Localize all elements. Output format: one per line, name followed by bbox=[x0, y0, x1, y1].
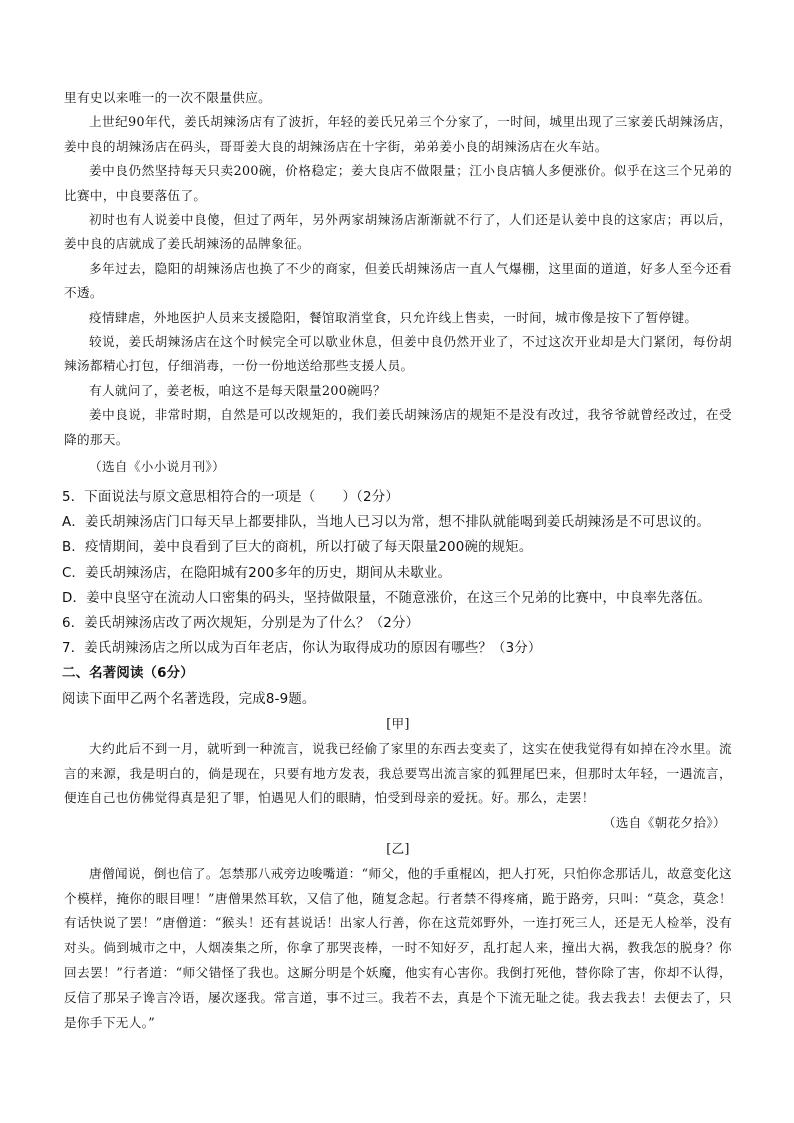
excerpt-label-yi: [乙] bbox=[386, 841, 410, 856]
excerpt-yi bbox=[64, 837, 732, 1035]
story-paragraph: 较说，姜氏胡辣汤店在这个时候完全可以歇业休息，但姜中良仍然开业了，不过这次开业却是大门紧闭，每份胡辣汤都精心打包，仔细消毒，一份一份地送给那些支援人员。 bbox=[64, 334, 732, 374]
story-paragraph: 有人就问了，姜老板，咱这不是每天限量200碗吗？ bbox=[89, 382, 386, 398]
story-paragraph: 疫情肆虐，外地医护人员来支援隐阳，餐馆取消堂食，只允许线上售卖，一时间，城市像是按下了暂停键。 bbox=[89, 309, 698, 325]
question-6: 6．姜氏胡辣汤店改了两次规矩，分别是为了什么？（2分） bbox=[62, 616, 420, 632]
question-block bbox=[62, 485, 736, 712]
option-b: B．疫情期间，姜中良看到了巨大的商机，所以打破了每天限量200碗的规矩。 bbox=[62, 540, 533, 556]
option-a: A．姜氏胡辣汤店门口每天早上都要排队，当地人已习以为常，想不排队就能喝到姜氏胡辣汤是不可思议的。 bbox=[62, 515, 711, 531]
section-heading: 二、名著阅读（6分） bbox=[62, 666, 194, 682]
option-d: D．姜中良坚守在流动人口密集的码头，坚持做限量，不随意涨价，在这三个兄弟的比赛中，中良率先落伍。 bbox=[62, 590, 712, 606]
story-passage bbox=[64, 86, 732, 480]
excerpt-text-yi: 唐僧闻说，倒也信了。怎禁那八戒旁边唆嘴道：“师父，他的手重棍凶，把人打死，只怕你念那话儿，故意变化这个模样，掩你的眼目哩！”唐僧果然耳软，又信了他，随复念起。行者禁不得疼痛，跪于路旁，只叫：“莫念，莫念！有话快说了罢！”唐僧道：“猴头！还有甚说话！出家人行善，你在这荒郊野外，一连打死三人，还是无人检举，没有对头。倘到城市之中，人烟凑集之所，你拿了那哭丧棒，一时不知好歹，乱打起人来，撞出大祸，教我怎的脱身？你回去罢！”行者道：“师父错怪了我也。这厮分明是个妖魔，他实有心害你。我倒打死他，替你除了害，你却不认得，反信了那呆子谗言冷语，屡次逐我。常言道，事不过三。我若不去，真是个下流无耻之徒。我去我去！去便去了，只是你手下无人。” bbox=[64, 865, 732, 1030]
story-paragraph: 多年过去，隐阳的胡辣汤店也换了不少的商家，但姜氏胡辣汤店一直人气爆棚，这里面的道道，好多人至今还看不透。 bbox=[64, 260, 732, 301]
story-paragraph: 姜中良说，非常时期，自然是可以改规矩的，我们姜氏胡辣汤店的规矩不是没有改过，我爷爷就曾经改过，在受降的那天。 bbox=[64, 407, 732, 447]
story-paragraph: 上世纪90年代，姜氏胡辣汤店有了波折，年轻的姜氏兄弟三个分家了，一时间，城里出现了三家姜氏胡辣汤店，姜中良的胡辣汤店在码头，哥哥姜大良的胡辣汤店在十字街，弟弟姜小良的胡辣汤店在火车站。 bbox=[64, 114, 732, 154]
story-paragraph: 里有史以来唯一的一次不限量供应。 bbox=[64, 90, 272, 105]
story-paragraph: 姜中良仍然坚持每天只卖200碗，价格稳定；姜大良店不做限量；江小良店犒人多便涨价。似乎在这三个兄弟的比赛中，中良要落伍了。 bbox=[64, 163, 732, 203]
question-7: 7．姜氏胡辣汤店之所以成为百年老店，你认为取得成功的原因有哪些？（3分） bbox=[62, 641, 542, 657]
excerpt-jia bbox=[64, 712, 732, 836]
excerpt-source-jia: （选自《朝花夕拾》） bbox=[602, 815, 726, 831]
story-paragraph: 初时也有人说姜中良傻，但过了两年，另外两家胡辣汤店渐渐就不行了，人们还是认姜中良的这家店；再以后，姜中良的店就成了姜氏胡辣汤的品牌象征。 bbox=[64, 212, 732, 252]
option-c: C．姜氏胡辣汤店，在隐阳城有200多年的历史，期间从未歇业。 bbox=[62, 565, 452, 581]
section-instruction: 阅读下面甲乙两个名著选段，完成8-9题。 bbox=[62, 691, 316, 707]
excerpt-label-jia: [甲] bbox=[386, 716, 410, 731]
story-source: （选自《小小说月刊》） bbox=[89, 459, 226, 475]
question-5: 5．下面说法与原文意思相符合的一项是（ ）（2分） bbox=[62, 490, 399, 505]
excerpt-text-jia: 大约此后不到一月，就听到一种流言，说我已经偷了家里的东西去变卖了，这实在使我觉得有如掉在冷水里。流言的来源，我是明白的，倘是现在，只要有地方发表，我总要骂出流言家的狐狸尾巴来，但那时太年轻，一遇流言，便连自己也仿佛觉得真是犯了罪，怕遇见人们的眼睛，怕受到母亲的爱抚。好。那么，走罢！ bbox=[64, 740, 732, 806]
